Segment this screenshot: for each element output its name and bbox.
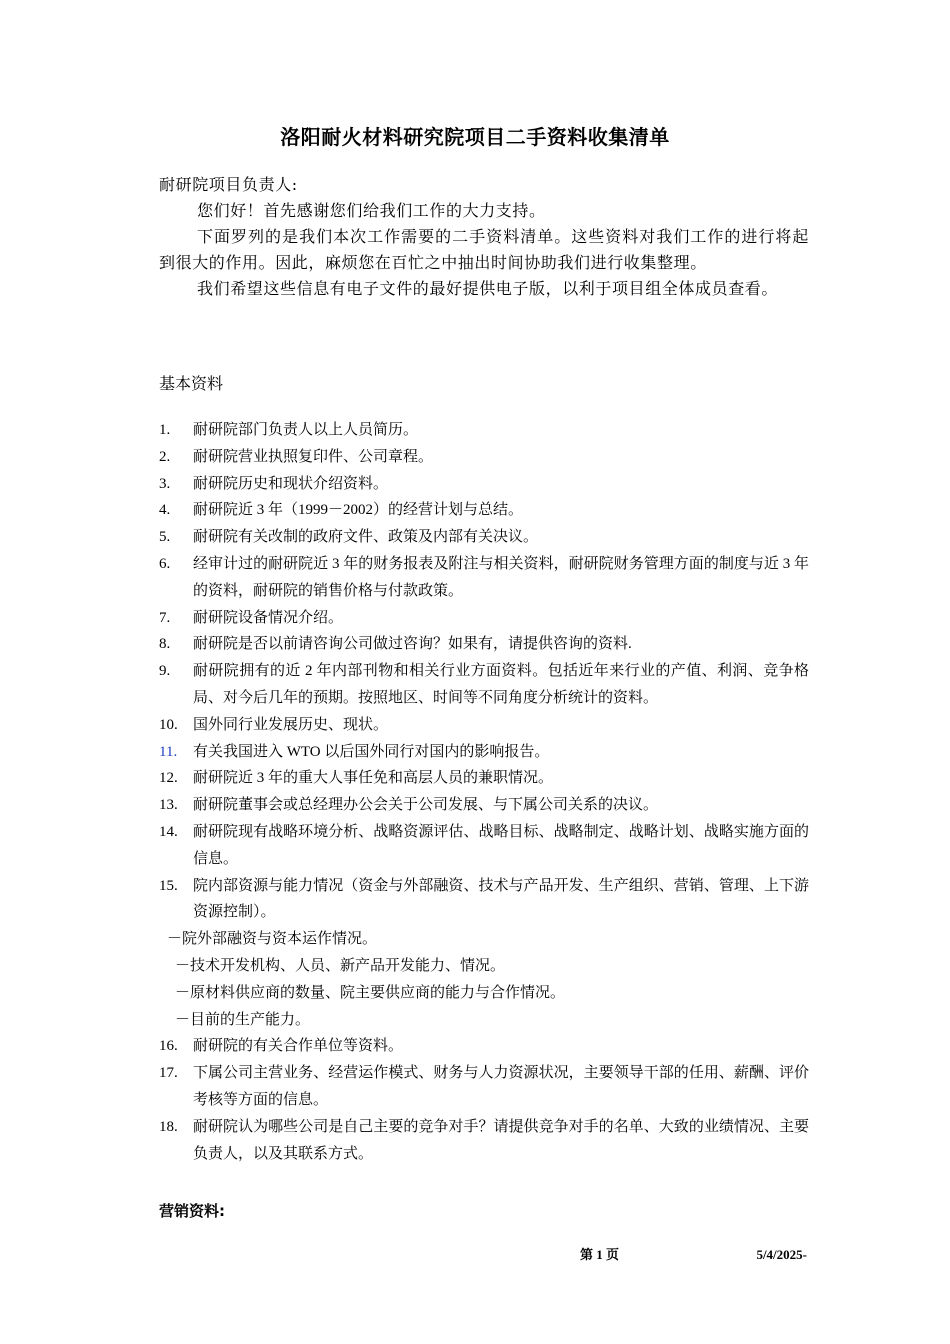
list-item	[159, 1060, 809, 1114]
item-text: 耐研院是否以前请咨询公司做过咨询？如果有，请提供咨询的资料.	[193, 636, 632, 653]
item-text: 耐研院设备情况介绍。	[193, 609, 344, 626]
item-text: 耐研院认为哪些公司是自己主要的竞争对手？请提供竞争对手的名单、大致的业绩情况、主要负责人，以及其联系方式。	[193, 1118, 809, 1162]
item-number: 17.	[159, 1065, 178, 1082]
item-text: 耐研院近 3 年的重大人事任免和高层人员的兼职情况。	[193, 770, 554, 787]
item-number: 7.	[159, 609, 171, 626]
list-item	[159, 631, 809, 658]
item-text: 耐研院的有关合作单位等资料。	[193, 1038, 404, 1055]
item-text: 经审计过的耐研院近 3 年的财务报表及附注与相关资料，耐研院财务管理方面的制度与近 3 年的资料，耐研院的销售价格与付款政策。	[193, 555, 809, 599]
item-number: 3.	[159, 475, 171, 492]
item-number: 16.	[159, 1038, 178, 1055]
list-item	[159, 471, 809, 498]
list-item	[159, 873, 809, 927]
item-text: 有关我国进入 WTO 以后国外同行对国内的影响报告。	[193, 743, 550, 760]
list-item	[159, 819, 809, 873]
item-number: 10.	[159, 716, 178, 733]
footer-date: 5/4/2025-	[756, 1247, 807, 1262]
list-item	[159, 551, 809, 605]
item-number: 14.	[159, 823, 178, 840]
item-text: 耐研院现有战略环境分析、战略资源评估、战略目标、战略制定、战略计划、战略实施方面的信息。	[193, 823, 809, 867]
intro-block	[159, 172, 809, 302]
item-number: 2.	[159, 448, 171, 465]
item-number: 4.	[159, 502, 171, 519]
item-number: 6.	[159, 555, 171, 572]
intro-paragraph: 我们希望这些信息有电子文件的最好提供电子版，以利于项目组全体成员查看。	[197, 279, 779, 298]
section-heading-basic: 基本资料	[159, 374, 224, 393]
item-number: 8.	[159, 636, 171, 653]
list-item	[159, 497, 809, 524]
footer-page-number: 第 1 页	[580, 1247, 620, 1262]
item-text: 国外同行业发展历史、现状。	[193, 716, 389, 733]
list-item	[159, 792, 809, 819]
item-number: 12.	[159, 770, 178, 787]
item-text: 耐研院近 3 年（1999－2002）的经营计划与总结。	[193, 502, 524, 519]
document-title: 洛阳耐火材料研究院项目二手资料收集清单	[280, 125, 670, 149]
list-item	[159, 1033, 809, 1060]
basic-materials-list	[159, 417, 809, 1167]
list-item	[159, 739, 809, 766]
list-item	[159, 765, 809, 792]
list-item	[159, 605, 809, 632]
sub-list-item: －目前的生产能力。	[175, 1011, 311, 1028]
list-item	[159, 417, 809, 444]
item-number: 15.	[159, 877, 178, 894]
salutation: 耐研院项目负责人:	[159, 175, 298, 194]
intro-paragraph: 您们好！首先感谢您们给我们工作的大力支持。	[197, 201, 546, 220]
section-heading-marketing: 营销资料:	[159, 1202, 225, 1220]
list-item	[159, 444, 809, 471]
list-item	[159, 658, 809, 712]
item-text: 耐研院营业执照复印件、公司章程。	[193, 448, 434, 465]
item-text: 院内部资源与能力情况（资金与外部融资、技术与产品开发、生产组织、营销、管理、上下游资源控制）。	[193, 877, 809, 921]
item-text: 耐研院拥有的近 2 年内部刊物和相关行业方面资料。包括近年来行业的产值、利润、竞争格局、对今后几年的预期。按照地区、时间等不同角度分析统计的资料。	[193, 663, 809, 706]
intro-paragraph: 下面罗列的是我们本次工作需要的二手资料清单。这些资料对我们工作的进行将起到很大的作用。因此，麻烦您在百忙之中抽出时间协助我们进行收集整理。	[159, 227, 809, 272]
item-number: 18.	[159, 1118, 178, 1135]
item-text: 耐研院董事会或总经理办公会关于公司发展、与下属公司关系的决议。	[193, 797, 659, 814]
list-item	[159, 1114, 809, 1168]
item-text: 耐研院有关改制的政府文件、政策及内部有关决议。	[193, 529, 539, 546]
sub-list-item: －原材料供应商的数量、院主要供应商的能力与合作情况。	[175, 984, 566, 1001]
item-text: 耐研院历史和现状介绍资料。	[193, 475, 389, 492]
sub-list-item: －技术开发机构、人员、新产品开发能力、情况。	[175, 957, 506, 974]
item-text: 下属公司主营业务、经营运作模式、财务与人力资源状况，主要领导干部的任用、薪酬、评价考核等方面的信息。	[193, 1065, 809, 1108]
item-number: 9.	[159, 663, 171, 680]
sub-list-item: －院外部融资与资本运作情况。	[167, 931, 378, 948]
list-item	[159, 712, 809, 739]
list-item	[159, 524, 809, 551]
item-number: 11.	[159, 743, 178, 760]
item-number: 5.	[159, 529, 171, 546]
item-text: 耐研院部门负责人以上人员简历。	[193, 422, 419, 438]
item-number: 1.	[159, 422, 171, 438]
item-number: 13.	[159, 797, 178, 814]
